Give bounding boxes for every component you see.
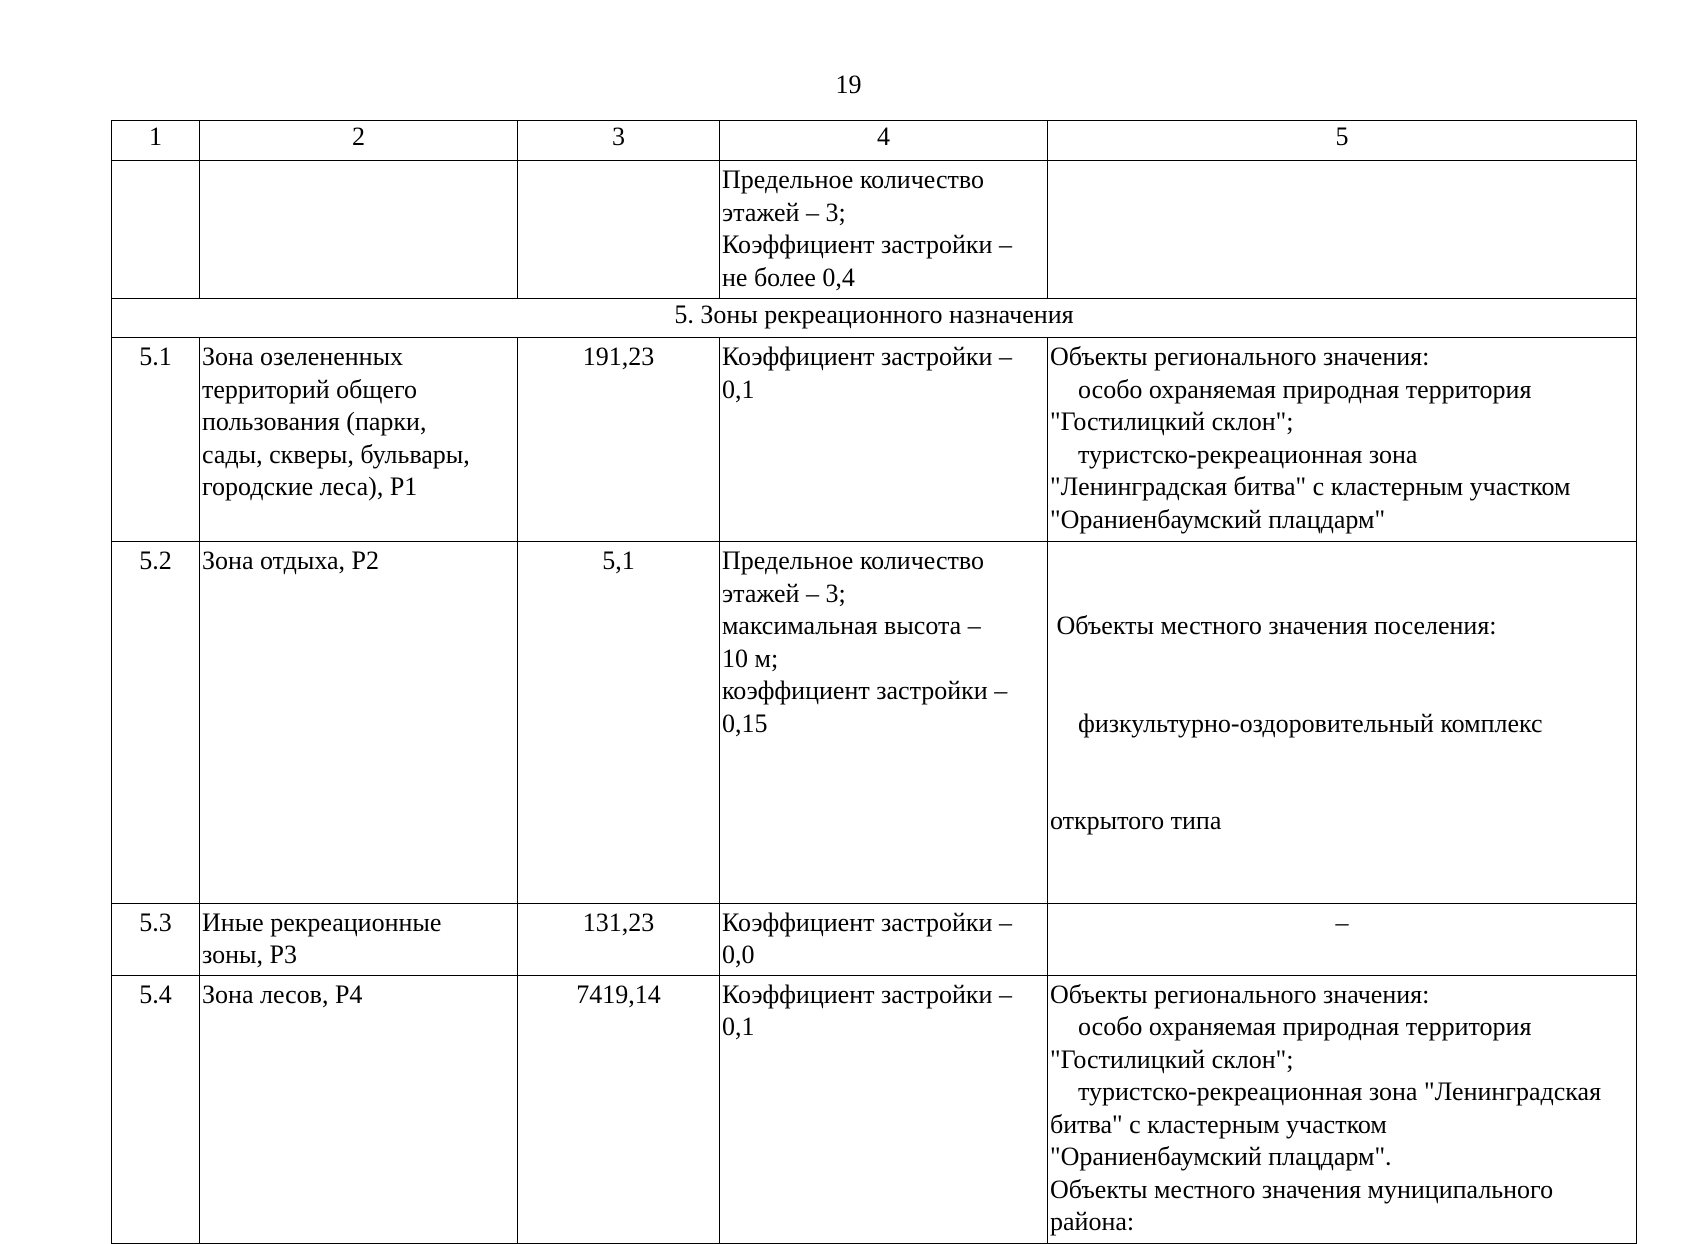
objects-line: Объекты местного значения муниципального	[1050, 1174, 1554, 1204]
cell-name	[200, 542, 518, 904]
cell-name	[200, 338, 518, 542]
name-line: Зона отдыха, Р2	[202, 546, 380, 575]
header-cell: 1	[112, 121, 200, 161]
name-line: Зона лесов, Р4	[202, 979, 363, 1009]
cell-number: 5.4	[112, 975, 200, 1243]
table-row	[112, 975, 1637, 1243]
params-line: Коэффициент застройки –	[722, 230, 1012, 259]
zones-table	[111, 120, 1637, 1244]
cell-name	[200, 903, 518, 975]
objects-line: "Ленинградская битва" с кластерным участком	[1050, 472, 1571, 501]
cell-area	[518, 161, 720, 299]
cell-name	[200, 975, 518, 1243]
cell-number: 5.1	[112, 338, 200, 542]
name-line: зоны, Р3	[202, 940, 297, 969]
header-cell: 4	[720, 121, 1048, 161]
table-row	[112, 542, 1637, 904]
objects-line: особо охраняемая природная территория	[1078, 1012, 1532, 1041]
cell-params	[720, 903, 1048, 975]
name-line: Зона озелененных	[202, 342, 404, 371]
cell-objects	[1048, 542, 1637, 904]
objects-line: туристско-рекреационная зона	[1078, 439, 1418, 469]
objects-line: открытого типа	[1050, 806, 1222, 835]
cell-area: 7419,14	[518, 975, 720, 1243]
objects-line: района:	[1050, 1207, 1135, 1236]
table-header-row	[112, 121, 1637, 161]
params-line: коэффициент застройки –	[722, 676, 1008, 705]
params-line: Предельное количество	[722, 165, 984, 194]
section-title: 5. Зоны рекреационного назначения	[112, 299, 1637, 338]
objects-line: особо охраняемая природная территория	[1078, 374, 1532, 404]
cell-objects	[1048, 161, 1637, 299]
cell-params	[720, 338, 1048, 542]
section-row	[112, 299, 1637, 338]
cell-number: 5.2	[112, 542, 200, 904]
params-line: 0,0	[722, 940, 755, 969]
cell-area: 191,23	[518, 338, 720, 542]
objects-line: "Гостилицкий склон";	[1050, 407, 1294, 436]
objects-line: Объекты регионального значения:	[1050, 979, 1430, 1009]
header-cell: 2	[200, 121, 518, 161]
name-line: Иные рекреационные	[202, 907, 442, 937]
params-line: 0,1	[722, 1012, 755, 1041]
cell-area: 5,1	[518, 542, 720, 904]
cell-params	[720, 975, 1048, 1243]
params-line: 0,15	[722, 708, 768, 738]
params-line: максимальная высота –	[722, 611, 981, 640]
objects-line: Объекты регионального значения:	[1050, 342, 1430, 371]
params-line: Коэффициент застройки –	[722, 907, 1012, 937]
params-line: этажей – 3;	[722, 197, 846, 227]
cell-area: 131,23	[518, 903, 720, 975]
header-cell: 5	[1048, 121, 1637, 161]
cell-params	[720, 161, 1048, 299]
cell-number: 5.3	[112, 903, 200, 975]
objects-line: битва" с кластерным участком	[1050, 1109, 1387, 1139]
objects-line: туристско-рекреационная зона "Ленинградская	[1078, 1077, 1602, 1106]
page-number: 19	[835, 70, 862, 99]
name-line: сады, скверы, бульвары,	[202, 439, 470, 469]
cell-name	[200, 161, 518, 299]
cell-number	[112, 161, 200, 299]
name-line: городские леса), Р1	[202, 472, 418, 501]
params-line: 10 м;	[722, 643, 779, 673]
objects-line: физкультурно-оздоровительный комплекс	[1078, 708, 1543, 738]
name-line: территорий общего	[202, 374, 417, 404]
cell-objects	[1048, 975, 1637, 1243]
objects-line: "Гостилицкий склон";	[1050, 1044, 1294, 1074]
cell-objects: –	[1048, 903, 1637, 975]
params-line: Предельное количество	[722, 546, 984, 575]
objects-line: "Ораниенбаумский плацдарм".	[1050, 1142, 1392, 1171]
table-row	[112, 903, 1637, 975]
params-line: Коэффициент застройки –	[722, 979, 1012, 1009]
objects-line: Объекты местного значения поселения:	[1050, 611, 1497, 640]
params-line: Коэффициент застройки –	[722, 342, 1012, 371]
table-row	[112, 338, 1637, 542]
params-line: 0,1	[722, 374, 755, 404]
name-line: пользования (парки,	[202, 407, 427, 436]
header-cell: 3	[518, 121, 720, 161]
objects-line: "Ораниенбаумский плацдарм"	[1050, 504, 1386, 534]
params-line: не более 0,4	[722, 262, 855, 292]
cell-objects	[1048, 338, 1637, 542]
cell-params	[720, 542, 1048, 904]
table-row	[112, 161, 1637, 299]
params-line: этажей – 3;	[722, 578, 846, 608]
